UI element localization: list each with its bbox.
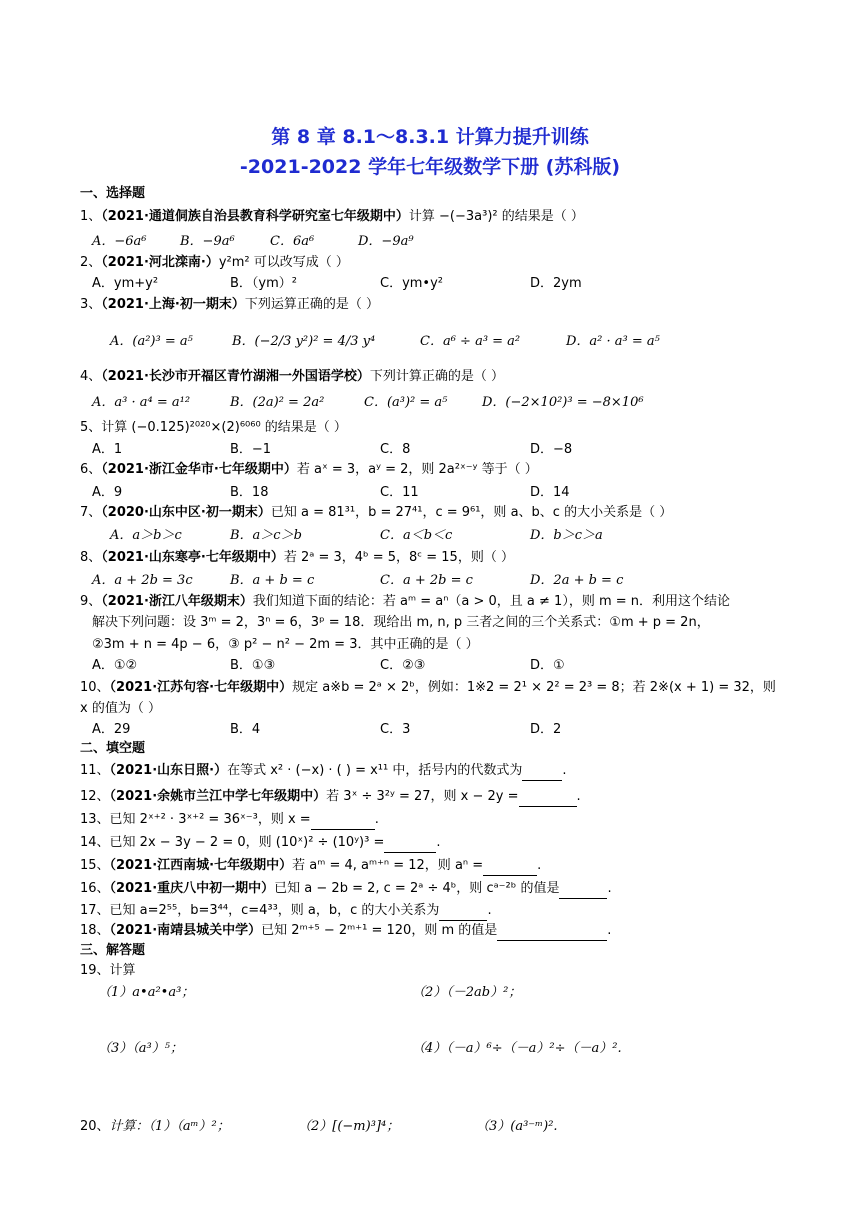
q-text: 若 2ᵃ = 3，4ᵇ = 5，8ᶜ = 15，则（ ） — [283, 550, 514, 565]
answer-blank[interactable] — [439, 902, 487, 921]
q-number: 8、 — [80, 550, 102, 565]
question-14 — [80, 834, 440, 853]
q-source: （2021·山东寒亭·七年级期中） — [101, 550, 284, 565]
option-b: B．(−2/3 y²)² = 4/3 y⁴ — [232, 334, 376, 349]
q-text: 规定 a※b = 2ᵃ × 2ᵇ，例如：1※2 = 2¹ × 2² = 2³ = 8；若 2※(x + 1) = 32，则 — [292, 680, 776, 695]
q-end: . — [607, 881, 612, 896]
option-c: C．6a⁶ — [270, 234, 315, 249]
option-a: A．a + 2b = 3c — [92, 573, 193, 588]
option-b: B．（ym）² — [230, 276, 297, 291]
option-a: A．9 — [92, 485, 123, 500]
answer-blank[interactable] — [519, 788, 577, 807]
q-number: 3、 — [80, 297, 102, 312]
question-20 — [80, 1118, 230, 1136]
q-end: . — [562, 763, 567, 778]
option-d: D．−8 — [530, 442, 573, 457]
option-d: D．(−2×10²)³ = −8×10⁶ — [482, 395, 644, 410]
q-end: . — [487, 903, 492, 918]
answer-blank[interactable] — [497, 922, 607, 941]
q20-part-2: （2）[(−m)³]⁴； — [298, 1119, 400, 1134]
q-text: 已知 2ˣ⁺² · 3ˣ⁺² = 36ˣ⁻³，则 x = — [109, 812, 311, 827]
q-text: 计算：（1）（aᵐ）²； — [109, 1119, 230, 1134]
q-number: 13、 — [80, 812, 110, 827]
q-number: 10、 — [80, 680, 110, 695]
question-6 — [80, 461, 538, 479]
question-18 — [80, 922, 611, 941]
q-text: 在等式 x² · (−x) · ( ) = x¹¹ 中，括号内的代数式为 — [227, 763, 523, 778]
question-3 — [80, 296, 379, 314]
q-source: （2021·上海·初一期末） — [101, 297, 245, 312]
q-number: 2、 — [80, 255, 102, 270]
q-end: . — [576, 789, 581, 804]
option-b: B．−1 — [230, 442, 272, 457]
q19-part-4: （4）（－a）⁶÷（－a）²÷（－a）². — [412, 1041, 622, 1056]
option-b: B．a＞c＞b — [230, 528, 302, 543]
section-fill: 二、填空题 — [80, 741, 146, 756]
q-source: （2021·重庆八中初一期中） — [109, 881, 275, 896]
q-text: 计算 −(−3a³)² 的结果是（ ） — [408, 209, 584, 224]
option-c: C．a＜b＜c — [380, 528, 453, 543]
q-number: 18、 — [80, 923, 110, 938]
option-b: B．(2a)² = 2a² — [230, 395, 325, 410]
option-c: C．(a³)² = a⁵ — [364, 395, 448, 410]
question-4 — [80, 368, 504, 386]
answer-blank[interactable] — [483, 857, 537, 876]
q-number: 16、 — [80, 881, 110, 896]
q-end: . — [374, 812, 379, 827]
question-5 — [80, 419, 347, 437]
question-9 — [80, 593, 730, 611]
q-number: 9、 — [80, 594, 102, 609]
question-2 — [80, 254, 349, 272]
q-source: （2021·河北滦南·） — [101, 255, 219, 270]
q-text: 我们知道下面的结论：若 aᵐ = aⁿ（a > 0，且 a ≠ 1），则 m = n．利用这个结论 — [252, 594, 731, 609]
q-number: 17、 — [80, 903, 110, 918]
q-text: 若 aᵐ = 4, aᵐ⁺ⁿ = 12，则 aⁿ = — [292, 858, 484, 873]
option-b: B．18 — [230, 485, 269, 500]
q-source: （2021·余姚市兰江中学七年级期中） — [109, 789, 327, 804]
q-number: 14、 — [80, 835, 110, 850]
option-d: D．2ym — [530, 276, 582, 291]
option-c: C．②③ — [380, 658, 426, 673]
q-source: （2021·南靖县城关中学） — [109, 923, 262, 938]
q-source: （2021·山东日照·） — [109, 763, 228, 778]
q20-part-3: （3）(a³⁻ᵐ)². — [476, 1119, 558, 1134]
question-13 — [80, 811, 379, 830]
question-7 — [80, 504, 672, 522]
q-text: 计算 — [109, 963, 136, 978]
answer-blank[interactable] — [559, 880, 607, 899]
q-number: 4、 — [80, 369, 102, 384]
option-c: C．11 — [380, 485, 419, 500]
option-c: C．ym•y² — [380, 276, 444, 291]
question-19 — [80, 962, 136, 980]
q-text: 已知 a = 81³¹，b = 27⁴¹，c = 9⁶¹，则 a、b、c 的大小关系是（ ） — [270, 505, 673, 520]
q-number: 6、 — [80, 462, 102, 477]
q19-part-3: （3）（a³）⁵； — [98, 1041, 183, 1056]
q-end: . — [436, 835, 441, 850]
question-16 — [80, 880, 612, 899]
q-text: 下列运算正确的是（ ） — [244, 297, 379, 312]
q19-part-2: （2）（－2ab）²； — [412, 985, 522, 1000]
q19-part-1: （1）a•a²•a³； — [98, 985, 195, 1000]
option-a: A．a³ · a⁴ = a¹² — [92, 395, 191, 410]
question-10 — [80, 679, 776, 697]
option-a: A．(a²)³ = a⁵ — [110, 334, 193, 349]
q-number: 1、 — [80, 209, 102, 224]
question-9-line3: ②3m + n = 4p − 6，③ p² − n² − 2m = 3．其中正确的是（ ） — [92, 637, 479, 652]
q-source: （2021·浙江金华市·七年级期中） — [101, 462, 297, 477]
question-10-line2: x 的值为（ ） — [80, 701, 161, 716]
option-d: D．2a + b = c — [530, 573, 624, 588]
q-number: 15、 — [80, 858, 110, 873]
option-d: D．−9a⁹ — [358, 234, 414, 249]
option-d: D．b＞c＞a — [530, 528, 603, 543]
q-number: 20、 — [80, 1119, 110, 1134]
q-number: 7、 — [80, 505, 102, 520]
option-c: C．a + 2b = c — [380, 573, 473, 588]
q-end: . — [607, 923, 612, 938]
q-text: 已知 a=2⁵⁵，b=3⁴⁴，c=4³³，则 a，b，c 的大小关系为 — [109, 903, 440, 918]
q-source: （2021·长沙市开福区青竹湖湘一外国语学校） — [101, 369, 370, 384]
question-15 — [80, 857, 541, 876]
q-text: 若 aˣ = 3，aʸ = 2，则 2a²ˣ⁻ʸ 等于（ ） — [296, 462, 538, 477]
option-a: A．①② — [92, 658, 138, 673]
q-text: 已知 a − 2b = 2, c = 2ᵃ ÷ 4ᵇ，则 cᵃ⁻²ᵇ 的值是 — [274, 881, 560, 896]
option-a: A．29 — [92, 722, 131, 737]
q-source: （2021·江西南城·七年级期中） — [109, 858, 293, 873]
q-number: 12、 — [80, 789, 110, 804]
doc-title-line1: 第 8 章 8.1～8.3.1 计算力提升训练 — [271, 126, 589, 148]
q-number: 11、 — [80, 763, 110, 778]
q-number: 19、 — [80, 963, 110, 978]
q-text: 已知 2ᵐ⁺⁵ − 2ᵐ⁺¹ = 120，则 m 的值是 — [261, 923, 498, 938]
option-c: C．3 — [380, 722, 411, 737]
question-1 — [80, 208, 584, 226]
option-b: B．4 — [230, 722, 261, 737]
doc-title-line2: -2021-2022 学年七年级数学下册 (苏科版) — [239, 156, 621, 178]
answer-blank[interactable] — [311, 811, 375, 830]
q-source: （2021·浙江八年级期末） — [101, 594, 253, 609]
q-text: 若 3ˣ ÷ 3²ʸ = 27，则 x − 2y = — [326, 789, 519, 804]
option-d: D．14 — [530, 485, 570, 500]
q-text: y²m² 可以改写成（ ） — [218, 255, 349, 270]
option-a: A．ym+y² — [92, 276, 159, 291]
q-source: （2020·山东中区·初一期末） — [101, 505, 271, 520]
q-text: 已知 2x − 3y − 2 = 0，则 (10ˣ)² ÷ (10ʸ)³ = — [109, 835, 385, 850]
answer-blank[interactable] — [522, 762, 562, 781]
option-d: D．a² · a³ = a⁵ — [566, 334, 660, 349]
question-17 — [80, 902, 492, 921]
q-source: （2021·通道侗族自治县教育科学研究室七年级期中） — [101, 209, 409, 224]
q-text: 下列计算正确的是（ ） — [369, 369, 505, 384]
option-b: B．①③ — [230, 658, 276, 673]
question-9-line2: 解决下列问题：设 3ᵐ = 2，3ⁿ = 6，3ᵖ = 18．现给出 m, n, p 三者之间的三个关系式：①m + p = 2n， — [92, 615, 710, 630]
option-c: C．a⁶ ÷ a³ = a² — [420, 334, 521, 349]
option-b: B．a + b = c — [230, 573, 315, 588]
q-end: . — [537, 858, 542, 873]
option-a: A．a＞b＞c — [110, 528, 182, 543]
option-d: D．2 — [530, 722, 562, 737]
option-c: C．8 — [380, 442, 411, 457]
q-text: 计算 (−0.125)²⁰²⁰×(2)⁶⁰⁶⁰ 的结果是（ ） — [101, 420, 347, 435]
question-11 — [80, 762, 567, 781]
section-solve: 三、解答题 — [80, 943, 146, 958]
section-choice: 一、选择题 — [80, 186, 146, 201]
answer-blank[interactable] — [384, 834, 436, 853]
option-b: B．−9a⁶ — [180, 234, 235, 249]
q-number: 5、 — [80, 420, 102, 435]
question-8 — [80, 549, 514, 567]
option-d: D．① — [530, 658, 565, 673]
question-12 — [80, 788, 581, 807]
option-a: A．1 — [92, 442, 123, 457]
q-source: （2021·江苏句容·七年级期中） — [109, 680, 293, 695]
option-a: A．−6a⁶ — [92, 234, 147, 249]
